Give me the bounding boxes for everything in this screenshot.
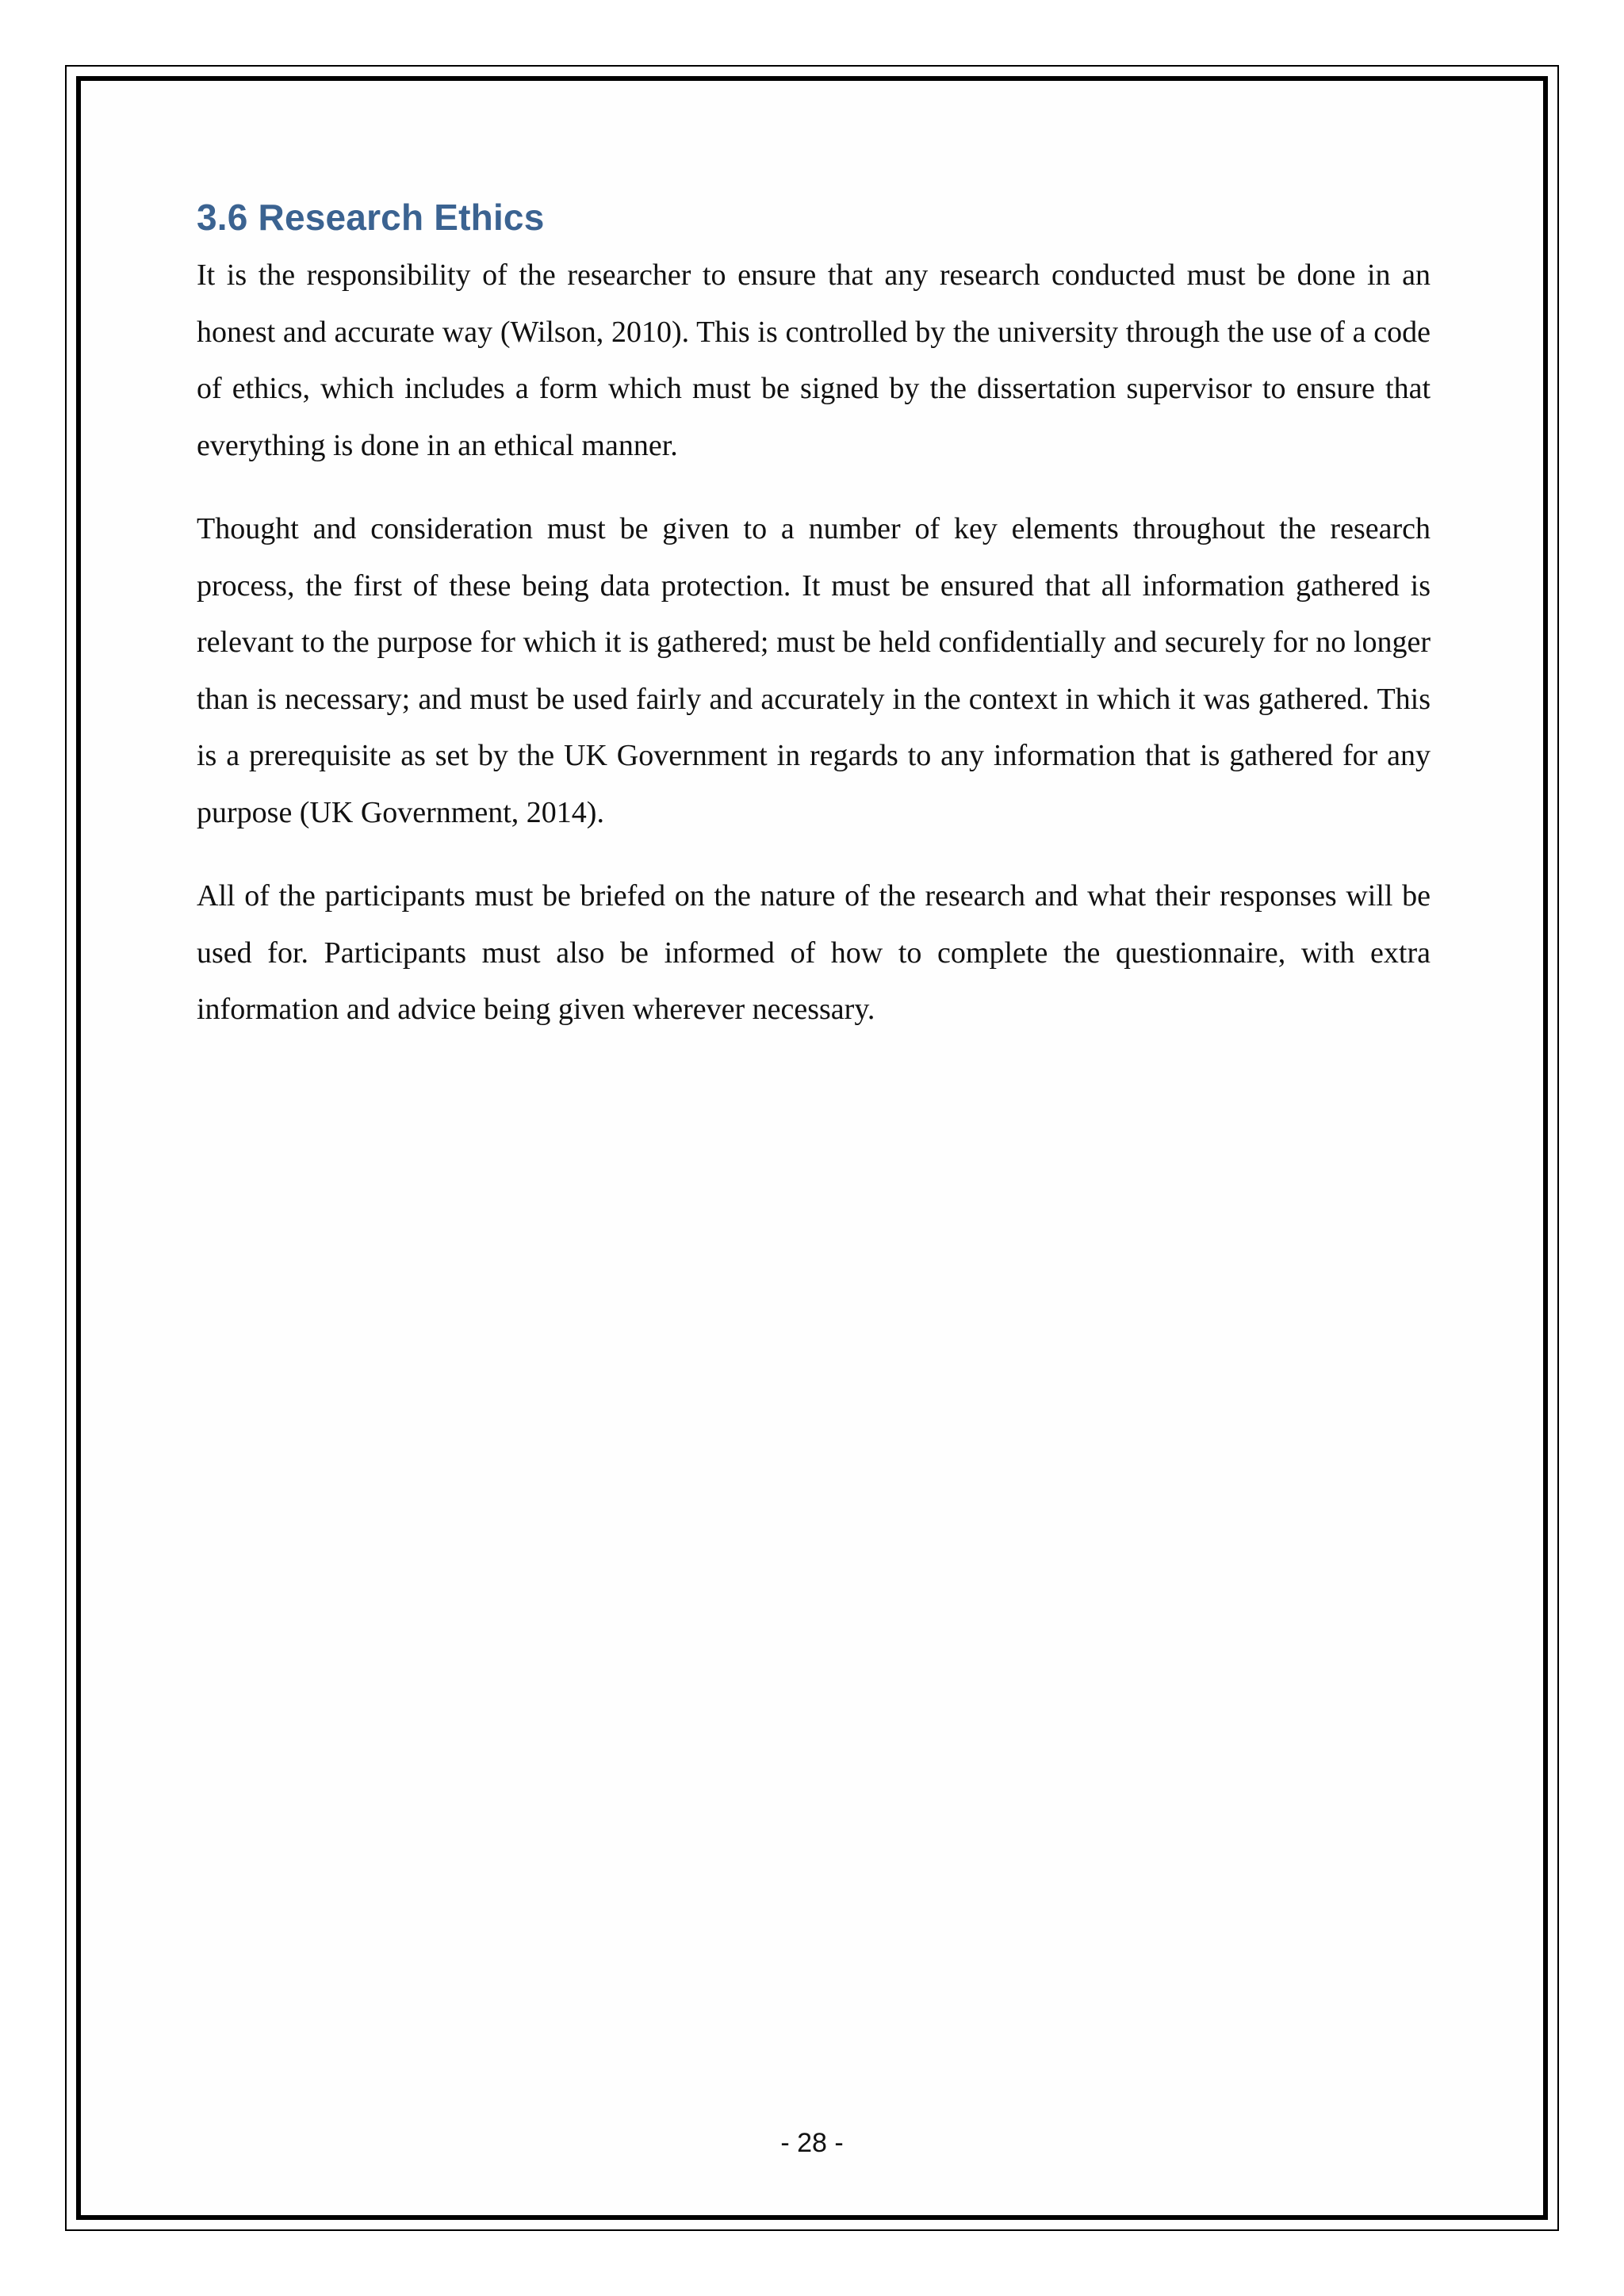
document-body — [197, 192, 1431, 1066]
paragraph-2: Thought and consideration must be given to a number of key elements throughout the research process, the first of these being data protection. It must be ensured that all information gathered is relevant to the purpose for which it is gathered; must be held confidentially and securely for no longer than is necessary; and must be used fairly and accurately in the context in which it was gathered. This is a prerequisite as set by the UK Government in regards to any information that is gathered for any purpose (UK Government, 2014). — [197, 512, 1431, 829]
paragraph-1: It is the responsibility of the researcher to ensure that any research conducted must be done in an honest and accurate way (Wilson, 2010). This is controlled by the university through the use of a code of ethics, which includes a form which must be signed by the dissertation supervisor to ensure that everything is done in an ethical manner. — [197, 258, 1431, 462]
paragraph-3: All of the participants must be briefed on the nature of the research and what their responses will be used for. Participants must also be informed of how to complete the questionnaire, with extra information and advice being given wherever necessary. — [197, 879, 1431, 1026]
page-number: - 28 - — [780, 2128, 844, 2158]
section-heading: 3.6 Research Ethics — [197, 197, 545, 238]
